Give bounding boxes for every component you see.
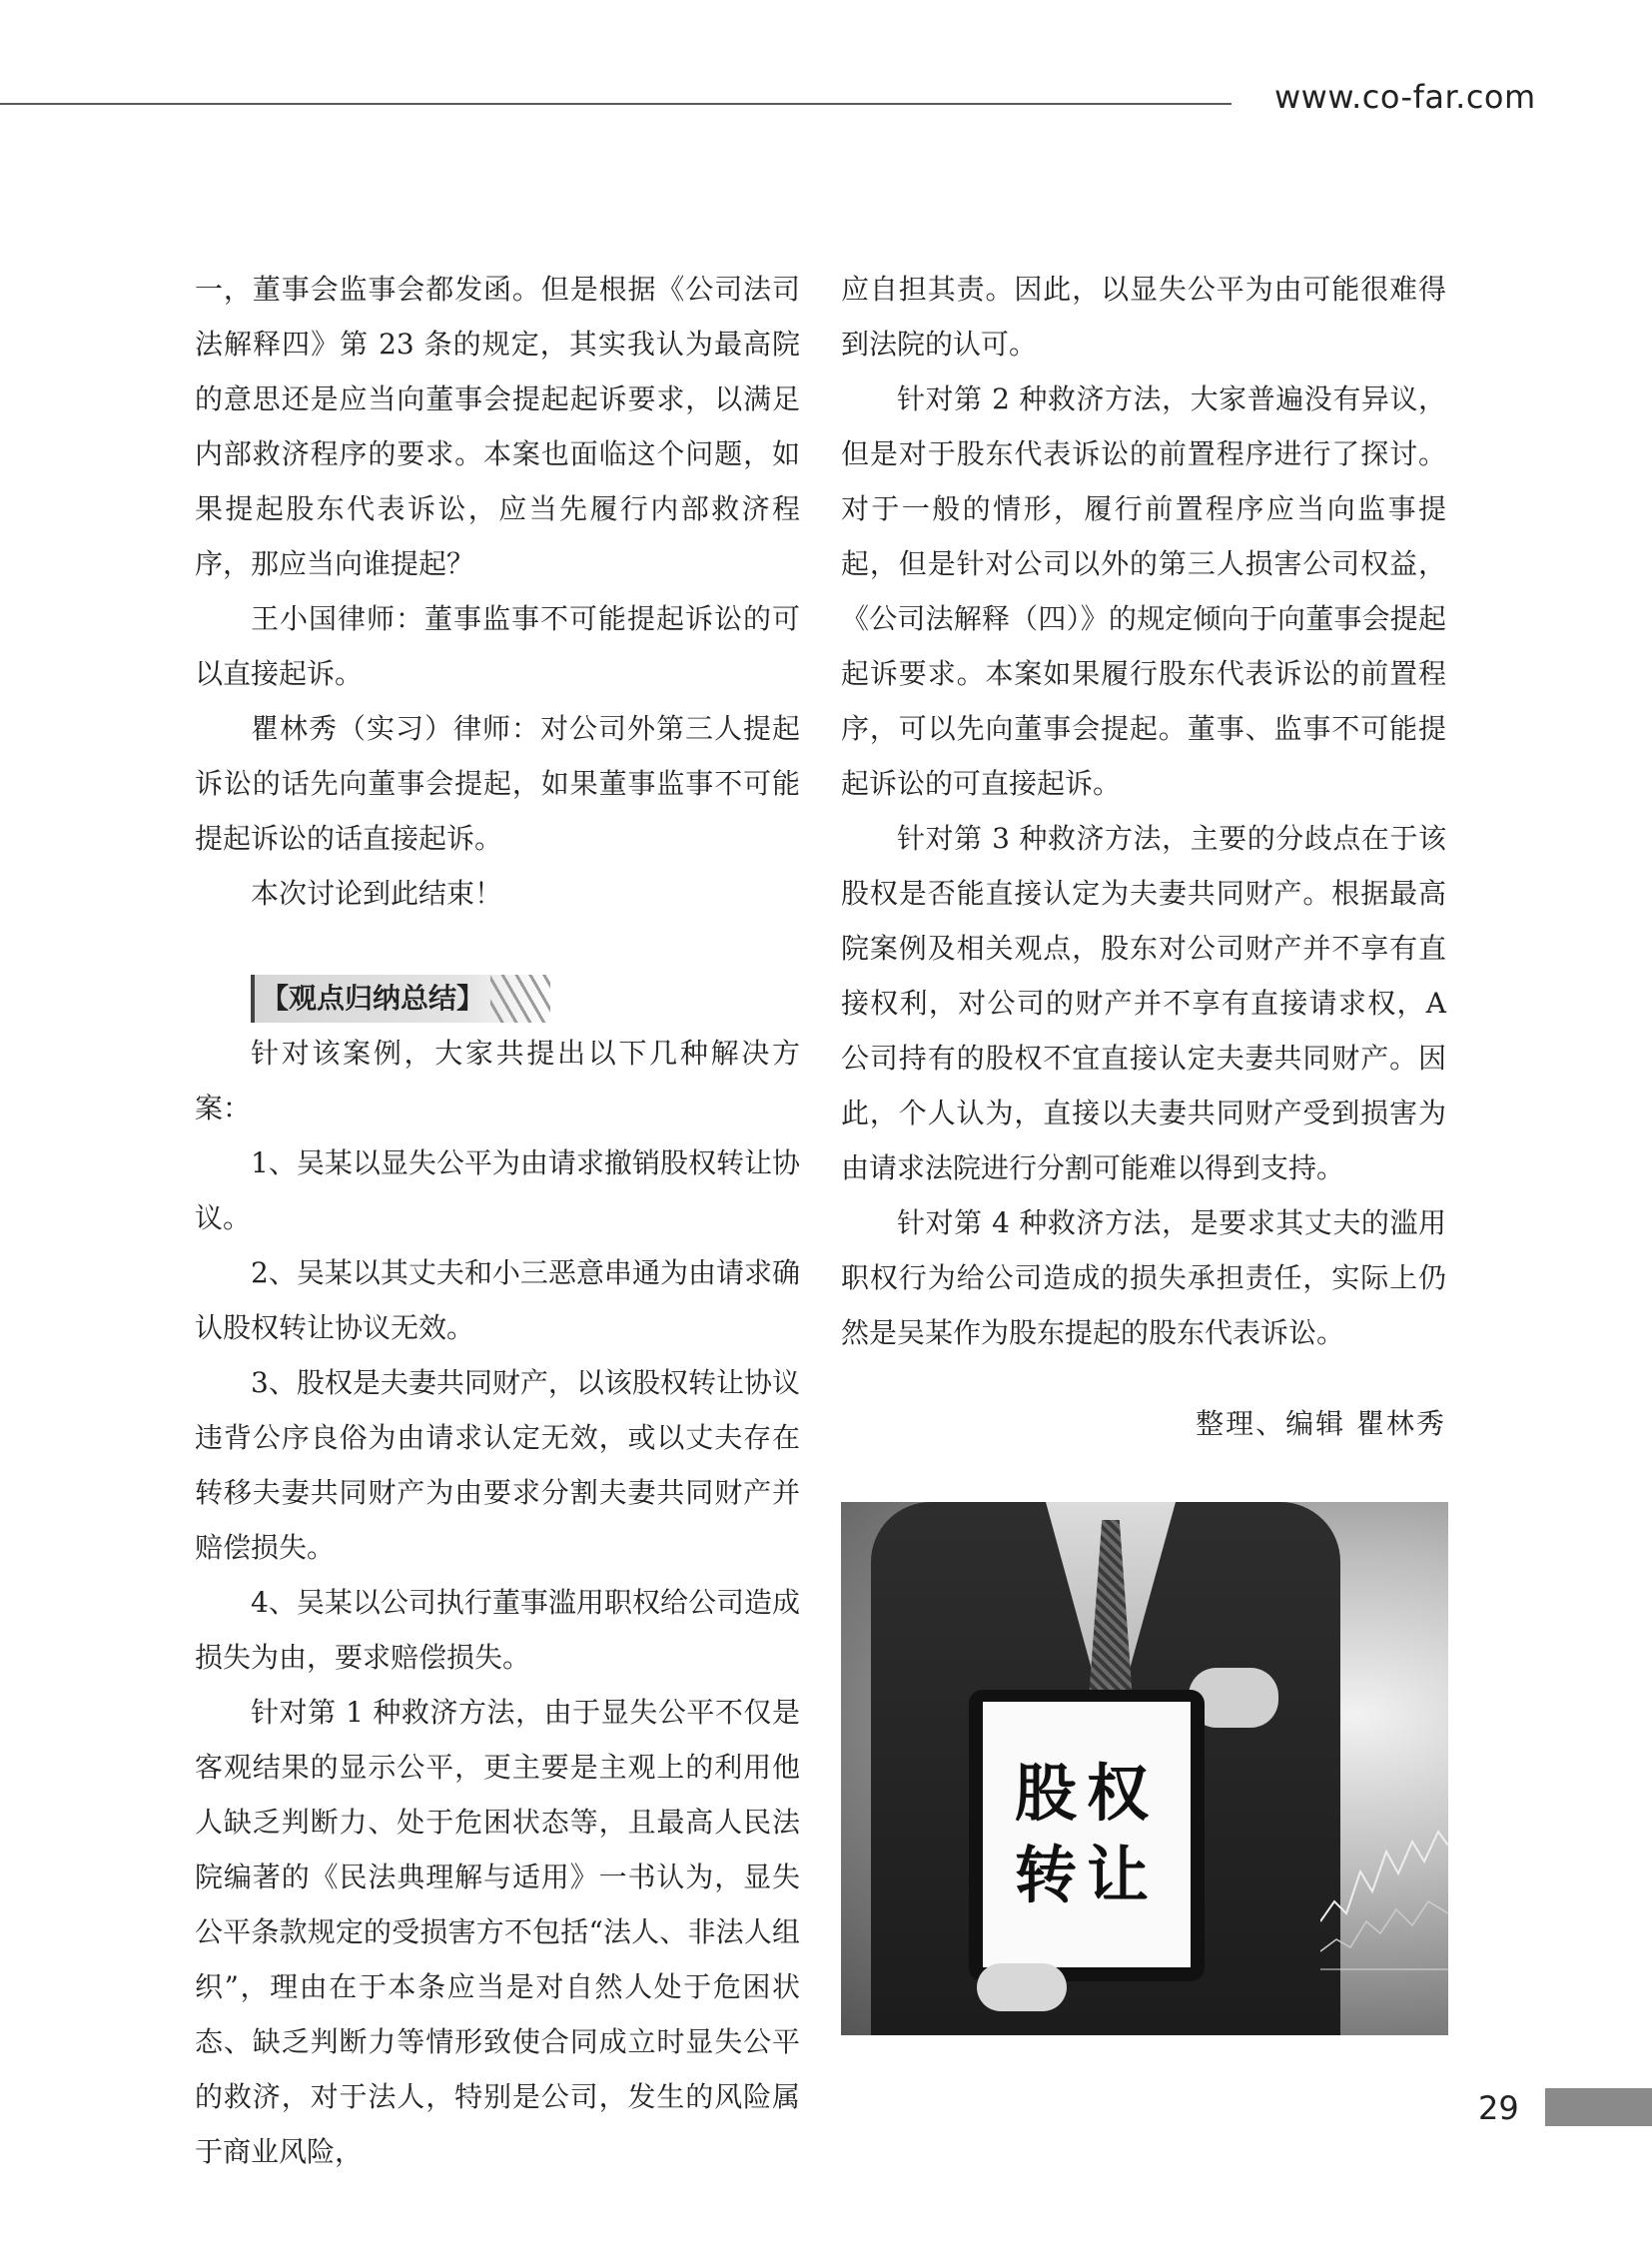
equity-transfer-photo: [841, 1502, 1448, 2035]
right-column: [841, 262, 1446, 1451]
paragraph: 应自担其责。因此，以显失公平为由可能很难得到法院的认可。: [841, 273, 1446, 361]
header-rule: [0, 103, 1232, 105]
paragraph: 针对第 3 种救济方法，主要的分歧点在于该股权是否能直接认定为夫妻共同财产。根据最高院案例及相关观点，股东对公司财产并不享有直接权利，对公司的财产并不享有直接请求权，A 公司持有的股权不宜直接认定夫妻共同财产。因此，个人认为，直接以夫妻共同财产受到损害为由请求法院进行分割可能难以得到支持。: [841, 822, 1446, 1184]
decorative-stripes: [490, 975, 550, 1023]
left-hand: [977, 1963, 1067, 2011]
page-number-bar: [1545, 2088, 1652, 2126]
decorative-graph-icon: [1320, 1802, 1448, 1981]
screen-text-line2: 转让: [1014, 1839, 1159, 1911]
paragraph: 一，董事会监事会都发函。但是根据《公司法司法解释四》第 23 条的规定，其实我认为最高院的意思还是应当向董事会提起起诉要求，以满足内部救济程序的要求。本案也面临这个问题，如果提起股东代表诉讼，应当先履行内部救济程序，那应当向谁提起？: [195, 273, 800, 580]
paragraph: 针对第 1 种救济方法，由于显失公平不仅是客观结果的显示公平，更主要是主观上的利用他人缺乏判断力、处于危困状态等，且最高人民法院编著的《民法典理解与适用》一书认为，显失公平条款规定的受损害方不包括“法人、非法人组织”，理由在于本条应当是对自然人处于危困状态、缺乏判断力等情形致使合同成立时显失公平的救济，对于法人，特别是公司，发生的风险属于商业风险，: [195, 1696, 800, 2168]
list-item: 4、吴某以公司执行董事滥用职权给公司造成损失为由，要求赔偿损失。: [195, 1586, 800, 1674]
tablet-screen: [983, 1702, 1191, 1967]
page-number: 29: [1478, 2089, 1519, 2127]
site-url: www.co-far.com: [1274, 78, 1536, 116]
paragraph: 王小国律师：董事监事不可能提起诉讼的可以直接起诉。: [195, 602, 800, 690]
tablet-device: [969, 1690, 1205, 1981]
paragraph: 针对该案例，大家共提出以下几种解决方案：: [195, 1037, 800, 1124]
list-item: 3、股权是夫妻共同财产，以该股权转让协议违背公序良俗为由请求认定无效，或以丈夫存在转移夫妻共同财产为由要求分割夫妻共同财产并赔偿损失。: [195, 1366, 800, 1564]
paragraph: 针对第 4 种救济方法，是要求其丈夫的滥用职权行为给公司造成的损失承担责任，实际上仍然是吴某作为股东提起的股东代表诉讼。: [841, 1206, 1446, 1349]
summary-heading: [251, 975, 554, 1023]
left-column: [195, 262, 800, 2179]
screen-text-line1: 股权: [1014, 1757, 1159, 1830]
paragraph: 本次讨论到此结束！: [251, 877, 503, 910]
paragraph: 瞿林秀（实习）律师：对公司外第三人提起诉讼的话先向董事会提起，如果董事监事不可能提起诉讼的话直接起诉。: [195, 712, 800, 855]
editor-signature: 整理、编辑 瞿林秀: [1196, 1407, 1446, 1440]
list-item: 2、吴某以其丈夫和小三恶意串通为由请求确认股权转让协议无效。: [195, 1256, 800, 1344]
paragraph: 针对第 2 种救济方法，大家普遍没有异议，但是对于股东代表诉讼的前置程序进行了探讨。对于一般的情形，履行前置程序应当向监事提起，但是针对公司以外的第三人损害公司权益，《公司法解释（四）》的规定倾向于向董事会提起起诉要求。本案如果履行股东代表诉讼的前置程序，可以先向董事会提起。董事、监事不可能提起诉讼的可直接起诉。: [841, 382, 1446, 800]
summary-heading-label: 【观点归纳总结】: [261, 982, 485, 1015]
list-item: 1、吴某以显失公平为由请求撤销股权转让协议。: [195, 1146, 800, 1234]
